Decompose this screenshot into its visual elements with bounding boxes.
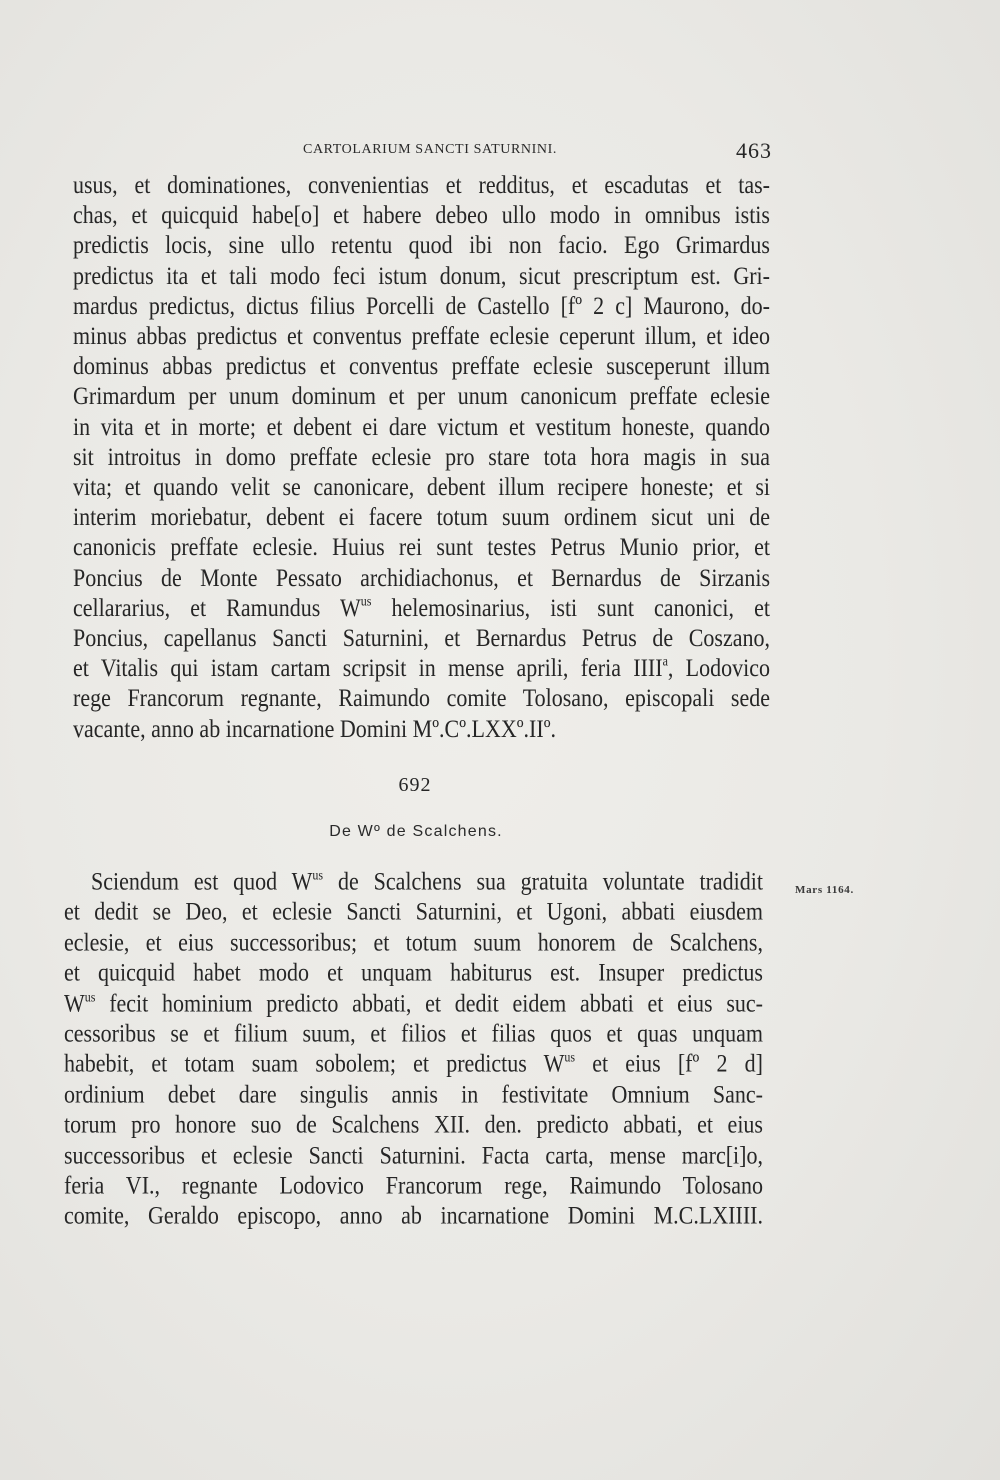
text-segment: cessoribus se et filium suum, et filios et filias quos et quas unquam bbox=[64, 1018, 763, 1048]
text-segment: mardus predictus, dictus filius Porcelli de Castello [fº 2 c] Maurono, do- bbox=[73, 290, 770, 320]
margin-date-note: Mars 1164. bbox=[795, 884, 854, 896]
text-line bbox=[73, 681, 770, 715]
text-line bbox=[73, 711, 770, 745]
text-segment: helemosinarius, isti sunt canonici, et bbox=[371, 592, 770, 622]
text-segment: torum pro honore suo de Scalchens XII. den. predicto abbati, et eius bbox=[64, 1110, 763, 1139]
text-line bbox=[64, 1047, 763, 1082]
text-segment: feria VI., regnante Lodovico Francorum rege, Raimundo Tolosano bbox=[64, 1171, 763, 1200]
text-segment: predictis locis, sine ullo retentu quod ibi non facio. Ego Grimardus bbox=[73, 230, 770, 259]
text-segment: vacante, anno ab incarnatione Domini Mº.Cº.LXXº.IIº. bbox=[73, 713, 557, 743]
text-segment: de Scalchens sua gratuita voluntate tradidit bbox=[323, 866, 763, 896]
text-line bbox=[73, 409, 770, 443]
text-segment: successoribus et eclesie Sancti Saturnini. Facta carta, mense marc[i]o, bbox=[64, 1140, 763, 1170]
text-segment: Sciendum est quod W bbox=[91, 866, 313, 896]
text-segment: et eius [fº 2 d] bbox=[575, 1049, 763, 1078]
text-segment: predictus ita et tali modo feci istum donum, sicut prescriptum est. Gri- bbox=[73, 260, 770, 290]
text-segment: et dedit se Deo, et eclesie Sancti Saturnini, et Ugoni, abbati eiusdem bbox=[64, 897, 763, 926]
text-segment: et quicquid habet modo et unquam habiturus est. Insuper predictus bbox=[64, 958, 763, 987]
running-title: CARTOLARIUM SANCTI SATURNINI. bbox=[303, 142, 557, 157]
superscript-abbreviation: us bbox=[564, 1049, 576, 1066]
text-line bbox=[73, 258, 770, 292]
text-segment: et Vitalis qui istam cartam scripsit in mense aprili, feria IIII bbox=[73, 653, 663, 682]
text-segment: ordinium debet dare singulis annis in festivitate Omnium Sanc- bbox=[64, 1079, 763, 1109]
text-segment: usus, et dominationes, convenientias et redditus, et escadutas et tas- bbox=[73, 169, 770, 199]
text-segment: chas, et quicquid habe[o] et habere debeo ullo modo in omnibus istis bbox=[73, 200, 770, 229]
text-line bbox=[64, 1108, 763, 1143]
charter-text bbox=[64, 867, 763, 1232]
text-segment: Grimardum per unum dominum et per unum canonicum preffate eclesie bbox=[73, 381, 770, 410]
text-line bbox=[64, 956, 763, 991]
continued-charter-text bbox=[73, 170, 770, 744]
superscript-abbreviation: us bbox=[360, 592, 372, 609]
text-line bbox=[73, 530, 770, 564]
text-segment: fecit hominium predicto abbati, et dedit eidem abbati et eius suc- bbox=[95, 988, 763, 1018]
text-segment: in vita et in morte; et debent ei dare victum et vestitum honeste, quando bbox=[73, 411, 770, 441]
text-segment: habebit, et totam suam sobolem; et predictus W bbox=[64, 1049, 565, 1078]
text-segment: dominus abbas predictus et conventus preffate eclesie susceperunt illum bbox=[73, 351, 770, 380]
text-line bbox=[73, 228, 770, 262]
charter-number: 692 bbox=[398, 774, 432, 796]
page-number: 463 bbox=[736, 138, 772, 163]
text-segment: rege Francorum regnante, Raimundo comite Tolosano, episcopali sede bbox=[73, 683, 770, 712]
charter-title: De Wº de Scalchens. bbox=[329, 823, 503, 840]
text-line bbox=[73, 560, 770, 594]
text-line bbox=[64, 895, 763, 930]
superscript-abbreviation: a bbox=[662, 653, 668, 670]
text-segment: Poncius, capellanus Sancti Saturnini, et Bernardus Petrus de Coszano, bbox=[73, 623, 770, 652]
text-segment: sit introitus in domo preffate eclesie pro stare tota hora magis in sua bbox=[73, 441, 770, 471]
superscript-abbreviation: us bbox=[84, 988, 96, 1005]
text-line bbox=[64, 1199, 763, 1234]
text-line bbox=[73, 379, 770, 413]
text-segment: canonicis preffate eclesie. Huius rei sunt testes Petrus Munio prior, et bbox=[73, 532, 770, 561]
text-segment: interim moriebatur, debent ei facere totum suum ordinem sicut uni de bbox=[73, 502, 770, 531]
text-segment: cellararius, et Ramundus W bbox=[73, 592, 361, 622]
text-segment: Poncius de Monte Pessato archidiachonus, et Bernardus de Sirzanis bbox=[73, 562, 770, 592]
text-segment: comite, Geraldo episcopo, anno ab incarnatione Domini M.C.LXIIII. bbox=[64, 1201, 763, 1230]
text-segment: , Lodovico bbox=[667, 653, 770, 682]
superscript-abbreviation: us bbox=[312, 866, 324, 883]
text-segment: vita; et quando velit se canonicare, debent illum recipere honeste; et si bbox=[73, 471, 770, 501]
text-segment: W bbox=[64, 988, 85, 1018]
text-segment: minus abbas predictus et conventus preffate eclesie ceperunt illum, et ideo bbox=[73, 320, 770, 350]
text-segment: eclesie, et eius successoribus; et totum suum honorem de Scalchens, bbox=[64, 927, 763, 957]
